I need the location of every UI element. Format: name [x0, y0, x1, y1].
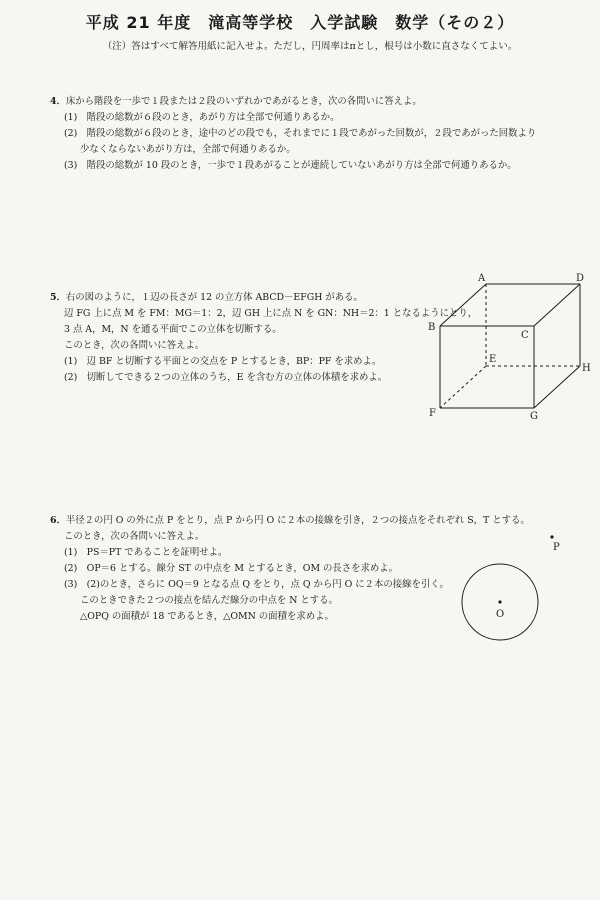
point-o [498, 600, 501, 603]
edge-ab [440, 284, 486, 326]
q5-number: 5． [50, 292, 66, 303]
edge-dc [534, 284, 580, 326]
q6-number: 6． [50, 515, 66, 526]
q4-number: 4． [50, 96, 66, 107]
q6-part-1: (1) PS＝PT であることを証明せよ。 [64, 547, 228, 558]
question-5 [50, 290, 477, 386]
q6-line-2: このとき，次の各問いに答えよ。 [64, 531, 205, 542]
q4-part-2: (2) 階段の総数が６段のとき，途中のどの段でも，それまでに１段であがった回数が，２段であがった回数より [64, 128, 537, 139]
label-g: G [530, 411, 538, 422]
point-p [550, 535, 553, 538]
label-d: D [576, 273, 585, 284]
q6-part-3-cont-2: △OPQ の面積が 18 であるとき，△OMN の面積を求めよ。 [80, 611, 334, 622]
q5-part-2: (2) 切断してできる２つの立体のうち，E を含む方の立体の体積を求めよ。 [64, 372, 388, 383]
edge-ef-hidden [440, 366, 486, 408]
q6-part-2: (2) OP＝6 とする。線分 ST の中点を M とするとき，OM の長さを求めよ。 [64, 563, 399, 574]
q6-part-3: (3) (2)のとき，さらに OQ＝9 となる点 Q をとり，点 Q から円 O に２本の接線を引く。 [64, 579, 449, 590]
q4-part-1: (1) 階段の総数が６段のとき，あがり方は全部で何通りあるか。 [64, 112, 340, 123]
circle-figure [450, 525, 580, 645]
label-b: B [428, 322, 436, 333]
q5-line-2: 辺 FG 上に点 M を FM：MG＝1：2，辺 GH 上に点 N を GN：NH＝2：1 となるようにとり， [64, 308, 478, 319]
q6-stem: 半径２の円 O の外に点 P をとり，点 P から円 O に２本の接線を引き，２つの接点をそれぞれ S，T とする。 [65, 515, 530, 526]
label-c: C [521, 330, 529, 341]
edge-gh [534, 366, 580, 408]
q4-part-2-cont: 少なくならないあがり方は，全部で何通りあるか。 [80, 144, 296, 155]
label-a: A [478, 273, 486, 284]
q5-line-4: このとき，次の各問いに答えよ。 [64, 340, 205, 351]
question-4 [50, 94, 536, 174]
page-title: 平成 21 年度 滝高等学校 入学試験 数学（その２） [85, 13, 515, 32]
q5-part-1: (1) 辺 BF と切断する平面との交点を P とするとき，BP：PF を求めよ。 [64, 356, 382, 367]
q6-part-3-cont-1: このときできた２つの接点を結んだ線分の中点を N とする。 [80, 595, 338, 606]
label-f: F [429, 408, 436, 419]
label-h: H [582, 363, 591, 374]
label-p: P [553, 542, 560, 553]
instructions-note: （注）答はすべて解答用紙に記入せよ。ただし，円周率はπとし，根号は小数に直さなくてよい。 [102, 41, 518, 52]
label-o: O [496, 609, 505, 620]
q4-stem: 床から階段を一歩で１段または２段のいずれかであがるとき，次の各問いに答えよ。 [65, 96, 422, 107]
q4-part-3: (3) 階段の総数が 10 段のとき，一歩で１段あがることが連続していないあがり方は全部で何通りあるか。 [64, 160, 517, 171]
q5-stem: 右の図のように，１辺の長さが 12 の立方体 ABCD－EFGH がある。 [65, 292, 363, 303]
label-e: E [489, 354, 497, 365]
q5-line-3: 3 点 A，M，N を通る平面でこの立体を切断する。 [64, 324, 282, 335]
cube-figure [420, 270, 600, 430]
